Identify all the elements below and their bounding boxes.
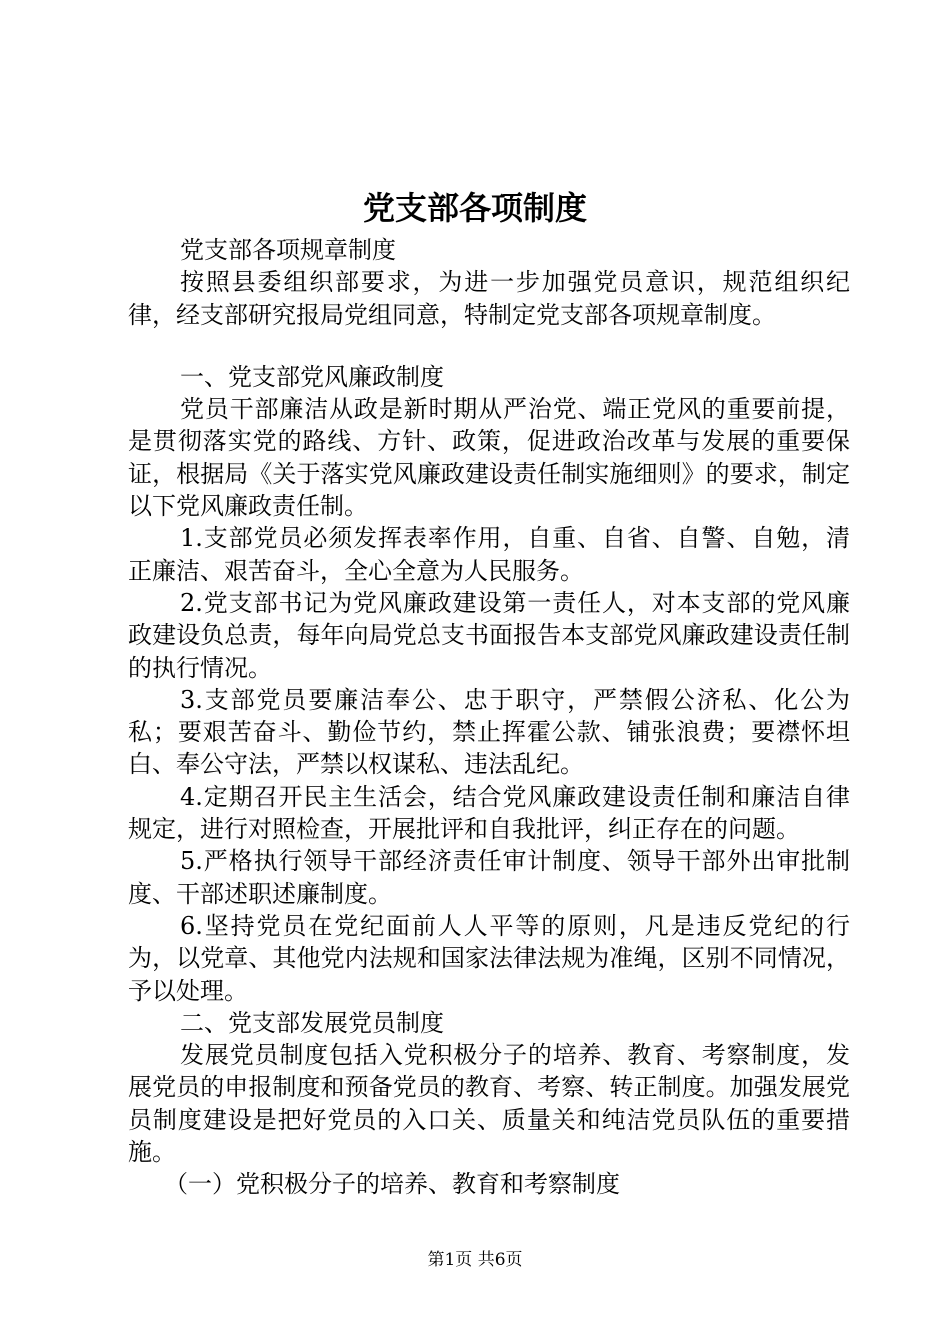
- paragraph-intro: 按照县委组织部要求，为进一步加强党员意识，规范组织纪律，经支部研究报局党组同意，特制定党支部各项规章制度。: [128, 268, 850, 329]
- list-item-5: 5.严格执行领导干部经济责任审计制度、领导干部外出审批制度、干部述职述廉制度。: [128, 847, 850, 908]
- list-item-4: 4.定期召开民主生活会，结合党风廉政建设责任制和廉洁自律规定，进行对照检查，开展批评和自我批评，纠正存在的问题。: [128, 782, 850, 844]
- document-body: [128, 234, 850, 1201]
- document-title: 党支部各项制度: [362, 189, 587, 227]
- list-item-3: 3.支部党员要廉洁奉公、忠于职守，严禁假公济私、化公为私；要艰苦奋斗、勤俭节约，禁止挥霍公款、铺张浪费；要襟怀坦白、奉公守法，严禁以权谋私、违法乱纪。: [128, 685, 850, 779]
- list-item-6: 6.坚持党员在党纪面前人人平等的原则，凡是违反党纪的行为，以党章、其他党内法规和国家法律法规为准绳，区别不同情况，予以处理。: [128, 911, 850, 1005]
- section-heading-2: 二、党支部发展党员制度: [180, 1008, 444, 1037]
- paragraph: 党员干部廉洁从政是新时期从严治党、端正党风的重要前提，是贯彻落实党的路线、方针、政策，促进政治改革与发展的重要保证，根据局《关于落实党风廉政建设责任制实施细则》的要求，制定以下党风廉政责任制。: [128, 395, 850, 521]
- list-item-2: 2.党支部书记为党风廉政建设第一责任人，对本支部的党风廉政建设负总责，每年向局党总支书面报告本支部党风廉政建设责任制的执行情况。: [128, 588, 850, 682]
- paragraph-subtitle: 党支部各项规章制度: [180, 236, 396, 264]
- page-footer: 第1页 共6页: [427, 1250, 523, 1270]
- list-item-1: 1.支部党员必须发挥表率作用，自重、自省、自警、自勉，清正廉洁、艰苦奋斗，全心全意为人民服务。: [128, 524, 850, 585]
- paragraph-gap: [128, 331, 850, 361]
- paragraph: 发展党员制度包括入党积极分子的培养、教育、考察制度，发展党员的申报制度和预备党员的教育、考察、转正制度。加强发展党员制度建设是把好党员的入口关、质量关和纯洁党员队伍的重要措施。: [128, 1041, 850, 1167]
- section-heading-1: 一、党支部党风廉政制度: [180, 362, 444, 391]
- subsection-heading: （一）党积极分子的培养、教育和考察制度: [164, 1170, 620, 1199]
